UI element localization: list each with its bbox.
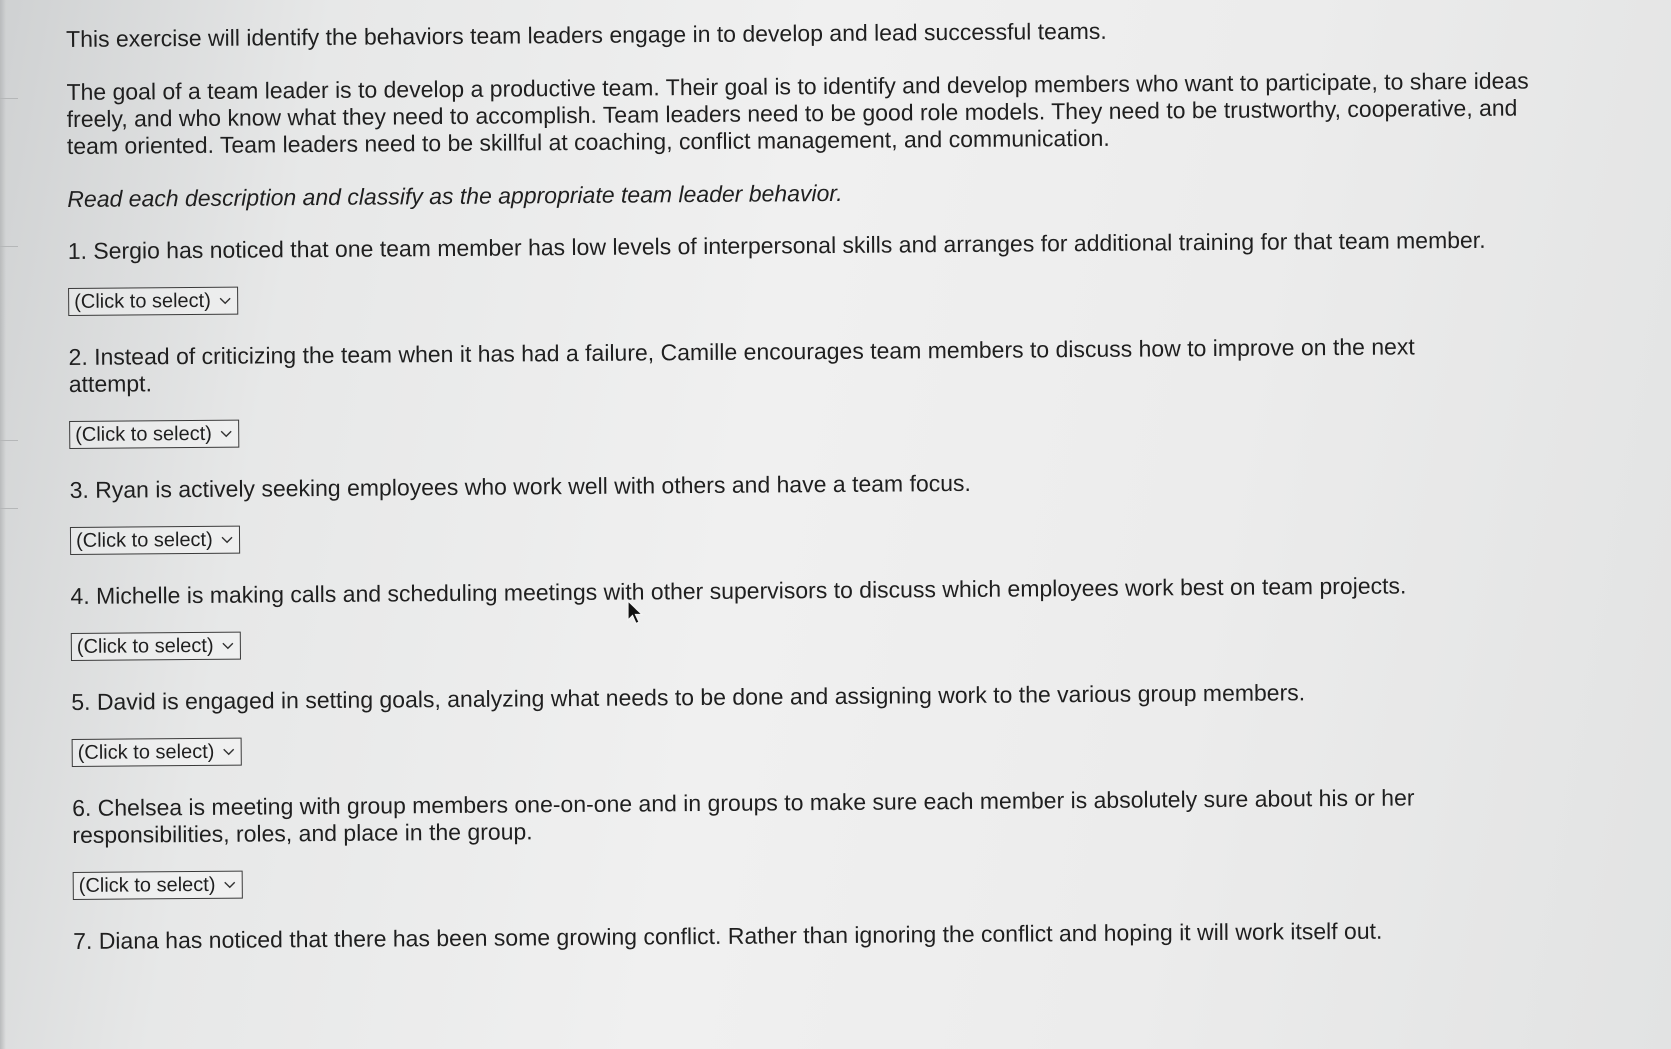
chevron-down-icon (219, 297, 231, 305)
question-text: 2. Instead of criticizing the team when it has had a failure, Camille encourages team members to discuss how to improve on the next attempt. (68, 333, 1415, 397)
answer-select-5[interactable] (72, 738, 242, 767)
intro-text: This exercise will identify the behaviors team leaders engage in to develop and lead successful teams. (66, 17, 1107, 52)
question-1 (68, 226, 1549, 336)
chevron-down-icon (223, 881, 235, 889)
question-text: 7. Diana has noticed that there has been some growing conflict. Rather than ignoring the conflict and hoping it will work itself out. (73, 917, 1383, 954)
edge-divider (0, 246, 18, 247)
chevron-down-icon (221, 536, 233, 544)
question-5 (71, 677, 1552, 787)
edge-divider (0, 98, 18, 99)
left-edge-shadow (0, 0, 6, 1049)
chevron-down-icon (222, 748, 234, 756)
chevron-down-icon (220, 430, 232, 438)
select-label: (Click to select) (78, 873, 216, 897)
answer-select-4[interactable] (71, 632, 241, 661)
question-4 (70, 571, 1551, 681)
answer-select-3[interactable] (70, 526, 240, 555)
answer-select-6[interactable] (73, 871, 243, 900)
edge-divider (0, 508, 18, 509)
question-text: 4. Michelle is making calls and scheduling meetings with other supervisors to discuss which employees work best on team projects. (70, 572, 1407, 609)
chevron-down-icon (222, 642, 234, 650)
select-label: (Click to select) (77, 740, 215, 764)
question-text: 5. David is engaged in setting goals, analyzing what needs to be done and assigning work to the various group members. (71, 679, 1306, 715)
select-label: (Click to select) (75, 528, 213, 552)
exercise-content (66, 14, 1553, 963)
instruction-text: Read each description and classify as the appropriate team leader behavior. (67, 179, 843, 212)
question-2 (68, 332, 1549, 469)
select-label: (Click to select) (76, 634, 214, 658)
edge-divider (0, 440, 18, 441)
question-text: 1. Sergio has noticed that one team member has low levels of interpersonal skills and arranges for additional training for that team member. (67, 226, 1486, 264)
answer-select-1[interactable] (68, 287, 238, 316)
intro-paragraph: The goal of a team leader is to develop a productive team. Their goal is to identify and develop members who want to participate, to share ideas freely, and who know what they need to accomplish. Team leaders need to be good role models. They need to be trustworthy, cooperative, and team oriented. Team leaders need to be skillful at coaching, conflict management, and communication. (66, 67, 1529, 159)
select-label: (Click to select) (75, 422, 212, 446)
question-7 (73, 916, 1553, 955)
mouse-cursor-icon (626, 600, 644, 626)
question-text: 6. Chelsea is meeting with group members one-on-one and in groups to make sure each member is absolutely sure about his or her responsibilities, roles, and place in the group. (72, 784, 1415, 848)
question-text: 3. Ryan is actively seeking employees who work well with others and have a team focus. (69, 469, 971, 503)
select-label: (Click to select) (74, 289, 211, 313)
question-3 (70, 465, 1551, 575)
question-6 (72, 783, 1553, 920)
answer-select-2[interactable] (69, 420, 239, 449)
